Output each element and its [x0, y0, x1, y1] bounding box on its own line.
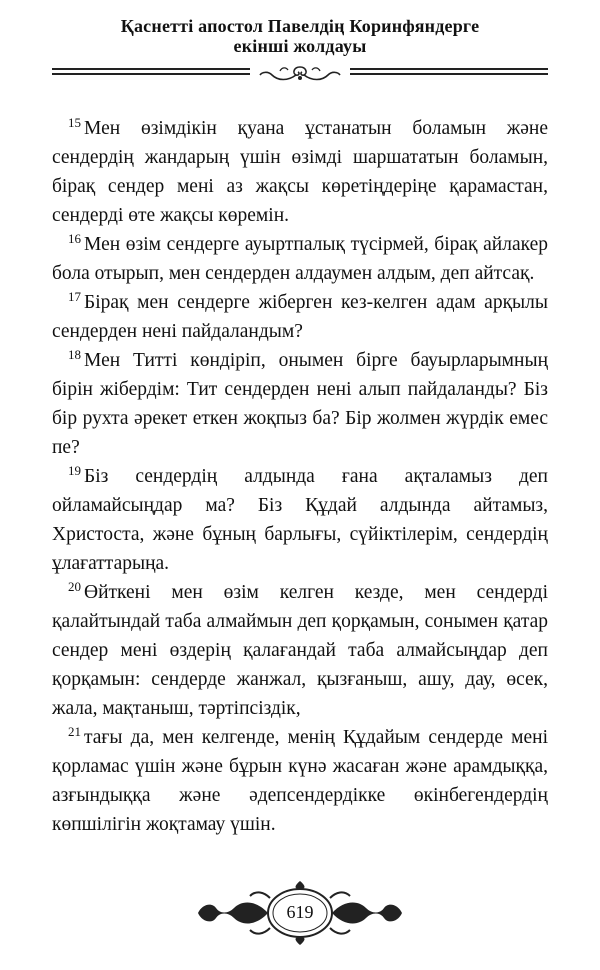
verse-20	[52, 578, 548, 723]
verse-text: Мен өзім сендерге ауыртпалық түсірмей, бірақ айлакер бола отырып, мен сендерден алдаумен алдым, деп айтсақ.	[52, 234, 548, 284]
verse-19	[52, 462, 548, 578]
verse-18	[52, 346, 548, 462]
verse-text: Мен Титті көндіріп, онымен бірге бауырларымның бірін жібердім: Тит сендерден нені алып пайдаланды? Біз бір рухта әрекет еткен жоқпыз ба? Бір жолмен жүрдік емес пе?	[52, 350, 548, 458]
page-body	[52, 114, 548, 839]
verse-17	[52, 288, 548, 346]
header-title-line1: Қаснетті апостол Павелдің Коринфяндерге	[120, 16, 480, 36]
verse-number: 19	[68, 462, 81, 478]
verse-16	[52, 230, 548, 288]
verse-number: 21	[68, 723, 81, 739]
verse-text: Өйткені мен өзім келген кезде, мен сендерді қалайтындай таба алмаймын деп қорқамын, сонымен қатар сендер мені өздерің қалағандай таба алмайсыңдар деп қорқамын: сендерде жанжал, қызғаныш, ашу, дау, өсек, жала, мақтаныш, тәртіпсіздік,	[52, 582, 548, 719]
verse-number: 17	[68, 288, 81, 304]
running-header	[0, 16, 600, 56]
verse-number: 18	[68, 346, 81, 362]
verse-15	[52, 114, 548, 230]
verse-21	[52, 723, 548, 839]
page-number: 619	[286, 902, 314, 922]
verse-number: 20	[68, 578, 81, 594]
header-title-line2: екінші жолдауы	[233, 36, 367, 56]
verse-text: Бірақ мен сендерге жіберген кез-келген адам арқылы сендерден нені пайдаландым?	[52, 292, 548, 342]
verse-number: 16	[68, 230, 81, 246]
header-ornament-icon	[250, 63, 350, 85]
verse-number: 15	[68, 114, 81, 130]
verse-text: Мен өзімдікін қуана ұстанатын боламын және сендердің жандарың үшін өзімді шаршататын боламын, бірақ сендер мені аз жақсы көретіңдеріңе қарамастан, сендерді өте жақсы көремін.	[52, 118, 548, 226]
verse-text: Біз сендердің алдында ғана ақталамыз деп ойламайсыңдар ма? Біз Құдай алдында айтамыз, Христоста, және бұның барлығы, сүйіктілерім, сендердің ұлағаттарыңа.	[52, 466, 548, 574]
verse-text: тағы да, мен келгенде, менің Құдайым сендерде мені қорламас үшін және бұрын күнә жасаған және арамдыққа, азғындыққа және әдепсендердікке өкінбегендердің көпшілігін жоқтамау үшін.	[52, 727, 548, 835]
